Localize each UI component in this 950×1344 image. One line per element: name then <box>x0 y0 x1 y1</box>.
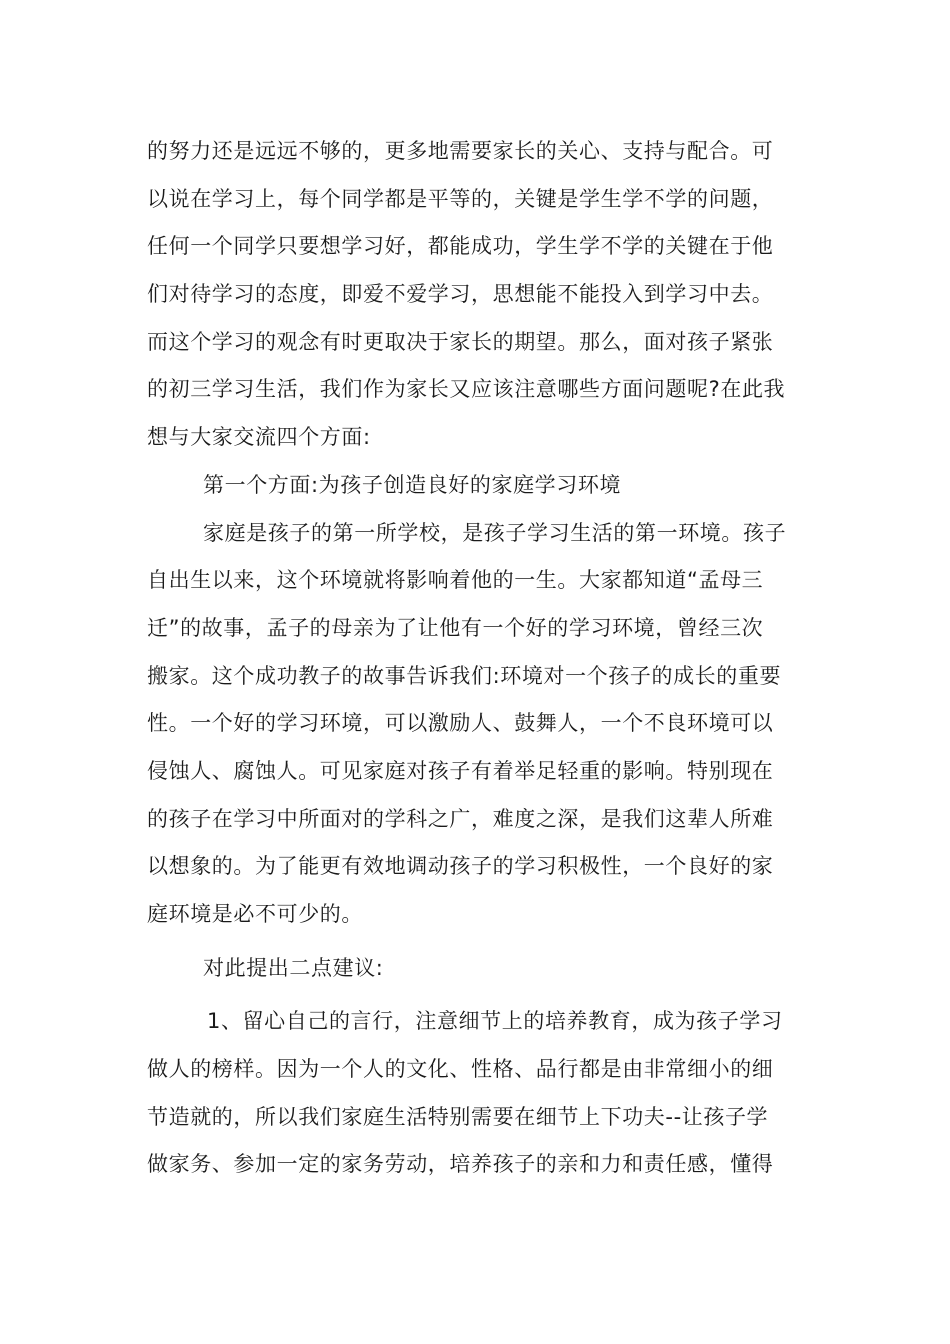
text-line: 的孩子在学习中所面对的学科之广，难度之深，是我们这辈人所难 <box>147 806 774 831</box>
paragraph <box>147 510 807 939</box>
paragraph <box>147 998 807 1189</box>
paragraph <box>147 945 807 993</box>
text-line: 的努力还是远远不够的，更多地需要家长的关心、支持与配合。可 <box>147 139 774 163</box>
text-line: 而这个学习的观念有时更取决于家长的期望。那么，面对孩子紧张 <box>147 329 774 354</box>
text-line: 节造就的，所以我们家庭生活特别需要在细节上下功夫--让孩子学 <box>147 1104 769 1129</box>
text-line: 任何一个同学只要想学习好，都能成功，学生学不学的关键在于他 <box>147 234 774 259</box>
text-line: 对此提出二点建议: <box>203 955 384 980</box>
text-line: 庭环境是必不可少的。 <box>147 902 363 926</box>
text-line: 们对待学习的态度，即爱不爱学习，思想能不能投入到学习中去。 <box>147 282 774 307</box>
text-line: 家庭是孩子的第一所学校，是孩子学习生活的第一环境。孩子 <box>203 520 787 545</box>
text-line: 迁”的故事，孟子的母亲为了让他有一个好的学习环境，曾经三次 <box>147 615 764 640</box>
section-heading <box>147 462 807 510</box>
text-line: 想与大家交流四个方面: <box>147 425 371 450</box>
text-line: 做人的榜样。因为一个人的文化、性格、品行都是由非常细小的细 <box>147 1057 774 1082</box>
body-text <box>147 128 807 1189</box>
paragraph <box>147 128 807 462</box>
text-line: 搬家。这个成功教子的故事告诉我们:环境对一个孩子的成长的重要 <box>147 663 782 688</box>
section-heading-text: 第一个方面:为孩子创造良好的家庭学习环境 <box>203 472 622 497</box>
text-line: 以说在学习上，每个同学都是平等的，关键是学生学不学的问题， <box>147 186 774 211</box>
text-line: 的初三学习生活，我们作为家长又应该注意哪些方面问题呢?在此我 <box>147 377 786 402</box>
text-line: 性。一个好的学习环境，可以激励人、鼓舞人，一个不良环境可以 <box>147 711 774 736</box>
text-line: 自出生以来，这个环境就将影响着他的一生。大家都知道“孟母三 <box>147 568 764 593</box>
text-line: 以想象的。为了能更有效地调动孩子的学习积极性，一个良好的家 <box>147 854 774 879</box>
text-line: 做家务、参加一定的家务劳动，培养孩子的亲和力和责任感，懂得 <box>147 1152 774 1177</box>
text-line: 侵蚀人、腐蚀人。可见家庭对孩子有着举足轻重的影响。特别现在 <box>147 758 774 783</box>
text-line: 1、留心自己的言行，注意细节上的培养教育，成为孩子学习 <box>207 1009 783 1034</box>
